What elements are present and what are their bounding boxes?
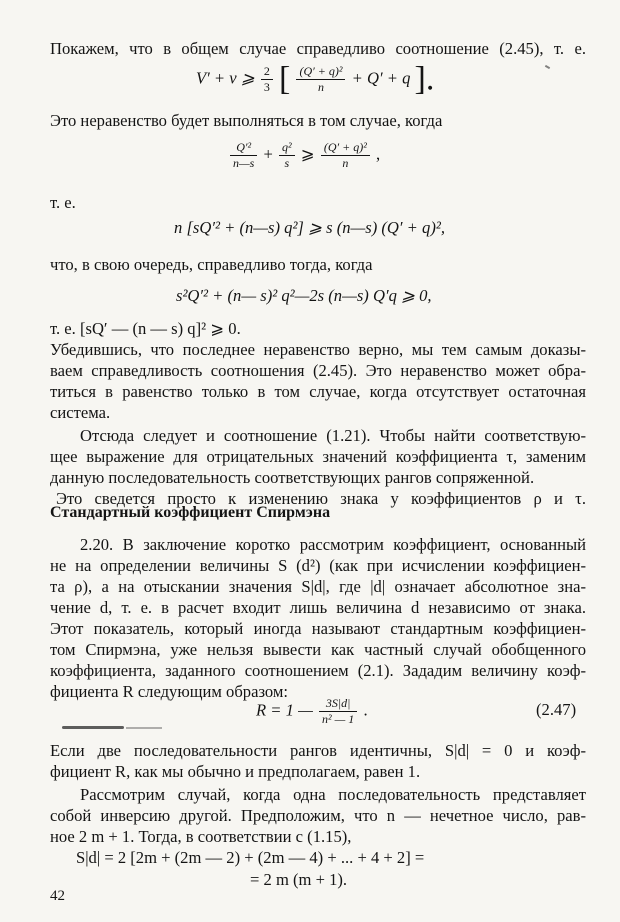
text-line: система. <box>50 403 111 422</box>
equation-6-line-1: S|d| = 2 [2m + (2m — 2) + (2m — 4) + ... + 4 + 2] = <box>76 848 425 867</box>
text-line: т. е. [sQ′ — (n — s) q]² ⩾ 0. <box>50 319 241 338</box>
text-line: чение d, т. е. в расчет входит лишь величина d независимо от знака. <box>50 598 586 617</box>
text-line: Убедившись, что последнее неравенство верно, мы тем самым доказы- <box>50 340 586 359</box>
eq2-frac-a <box>230 140 257 171</box>
page-number: 42 <box>50 888 65 904</box>
text-line: Если две последовательности рангов идентичны, S|d| = 0 и коэф- <box>50 741 586 760</box>
section-heading: Стандартный коэффициент Спирмэна <box>50 504 331 521</box>
eq2-c-den: n <box>342 156 349 170</box>
comma: , <box>375 144 381 164</box>
text-line: Рассмотрим случай, когда одна последовательность представляет <box>80 785 586 804</box>
text-line: данную последовательность соответствующих рангов сопряженной. <box>50 468 535 487</box>
eq1-coef-num: 2 <box>261 64 273 80</box>
eq1-frac-den: n <box>317 80 324 94</box>
text-line: Этот показатель, который иногда называют стандартным коэффициен- <box>50 619 586 638</box>
text-line: собой инверсию другой. Предположим, что n — нечетное число, рав- <box>50 806 586 825</box>
eq5-left: R = 1 — <box>256 700 313 720</box>
print-speck <box>545 65 550 69</box>
equation-3: n [sQ′² + (n—s) q²] ⩾ s (n—s) (Q′ + q)², <box>174 218 445 237</box>
eq5-den: n² — 1 <box>322 712 355 726</box>
eq5-frac <box>319 696 357 727</box>
eq2-frac-b <box>279 140 295 171</box>
text-line: щее выражение для отрицательных значений коэффициента τ, заменим <box>50 447 586 466</box>
left-bracket: [ <box>279 60 291 98</box>
eq5-num: 3S|d| <box>319 696 357 712</box>
text-line: титься в равенство только в том случае, когда отсутствует остаточная <box>50 382 586 401</box>
scan-smudge <box>62 726 124 729</box>
text-line: 2.20. В заключение коротко рассмотрим коэффициент, основанный <box>80 535 586 554</box>
geq-sign: ⩾ <box>300 144 315 164</box>
text-line: Покажем, что в общем случае справедливо соотношение (2.45), т. е. <box>50 39 586 58</box>
eq2-b-num: q² <box>279 140 295 156</box>
eq2-frac-c <box>321 140 370 171</box>
eq2-c-num: (Q′ + q)² <box>321 140 370 156</box>
eq2-a-num: Q′² <box>230 140 257 156</box>
equation-2-47 <box>256 696 368 727</box>
equation-inequality <box>228 140 380 171</box>
text-line: что, в свою очередь, справедливо тогда, когда <box>50 255 373 274</box>
text-line: не на определении величины S (d²) (как при исчислении коэффициен- <box>50 556 586 575</box>
text-line: т. е. <box>50 193 76 212</box>
text-line: фициент R, как мы обычно и предполагаем, равен 1. <box>50 762 421 781</box>
text-line: ное 2 m + 1. Тогда, в соответствии с (1.15), <box>50 827 352 846</box>
eq1-tail: + Q′ + q <box>351 68 411 88</box>
text-line: Это сведется просто к изменению знака у коэффициентов ρ и τ. <box>56 489 586 508</box>
text-line: Это неравенство будет выполняться в том случае, когда <box>50 111 443 130</box>
eq1-frac <box>296 64 345 95</box>
text-line: ваем справедливость соотношения (2.45). Это неравенство может обра- <box>50 361 586 380</box>
equation-4: s²Q′² + (n— s)² q²—2s (n—s) Q′q ⩾ 0, <box>176 286 432 305</box>
text-line: Отсюда следует и соотношение (1.21). Чтобы найти соответствую- <box>80 426 586 445</box>
eq1-left: V′ + v ⩾ <box>196 68 255 88</box>
text-line: фициента R следующим образом: <box>50 682 289 701</box>
period: . <box>363 700 368 720</box>
eq1-coef <box>261 64 273 95</box>
scan-smudge <box>126 727 162 729</box>
eq2-b-den: s <box>284 156 290 170</box>
right-bracket: ]. <box>414 60 435 98</box>
text-line: та ρ), а на отыскании значения S|d|, где |d| означает абсолютное зна- <box>50 577 586 596</box>
eq1-frac-num: (Q′ + q)² <box>296 64 345 80</box>
eq1-coef-den: 3 <box>263 80 270 94</box>
equation-2-45 <box>196 60 435 98</box>
eq2-a-den: n—s <box>233 156 255 170</box>
plus-sign: + <box>263 144 273 164</box>
text-line: коэффициента, заданного соотношением (2.1). Зададим величину коэф- <box>50 661 586 680</box>
equation-number: (2.47) <box>536 700 577 719</box>
equation-6-line-2: = 2 m (m + 1). <box>250 870 348 889</box>
text-line: том Спирмэна, уже нельзя вывести как частный случай обобщенного <box>50 640 586 659</box>
